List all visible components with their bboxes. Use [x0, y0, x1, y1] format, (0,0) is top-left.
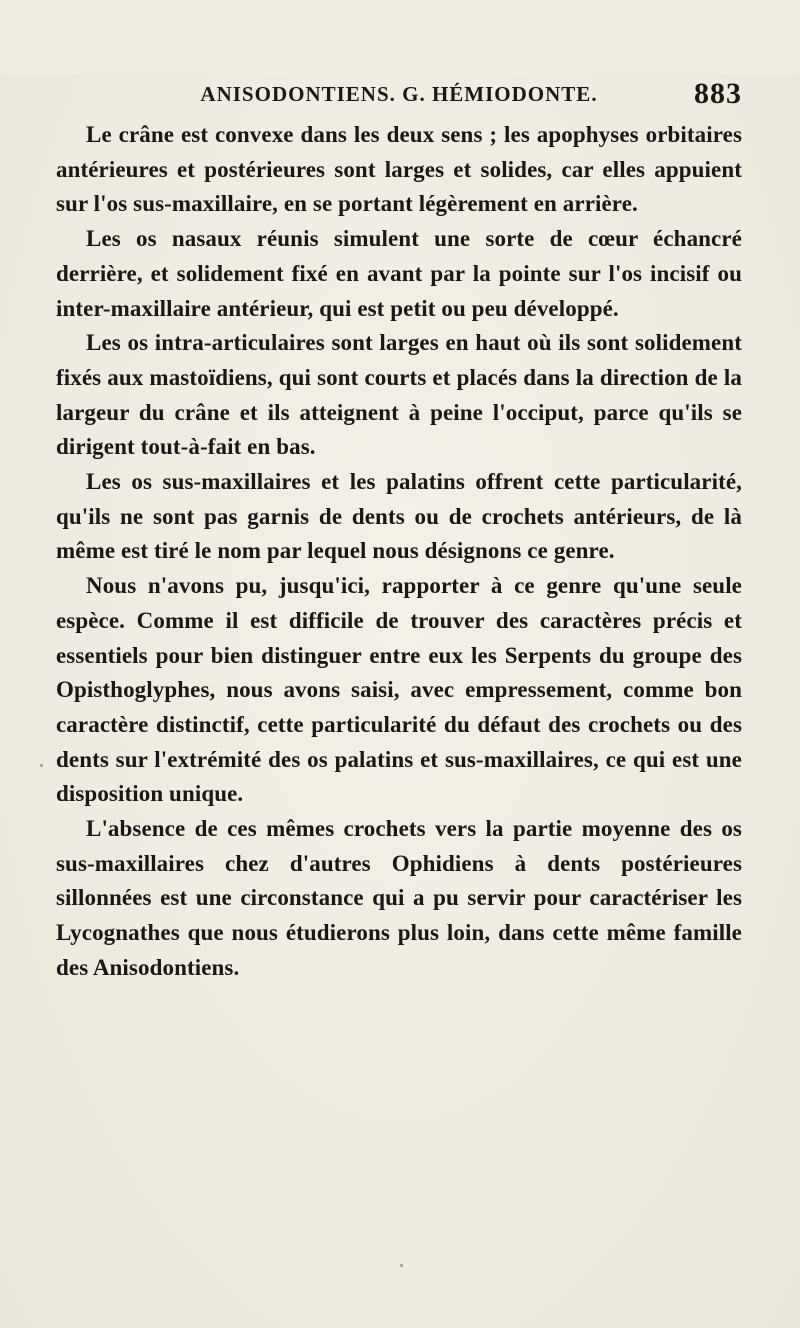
paper-speck [40, 764, 43, 767]
paper-speck [400, 1264, 403, 1267]
book-page [0, 74, 800, 1328]
page-number: 883 [694, 77, 742, 110]
paragraph-3: Les os intra-articulaires sont larges en haut où ils sont solidement fixés aux mastoïdiens, qui sont courts et placés dans la direction de la largeur du crâne et ils atteignent à peine l'occiput, parce qu'ils se dirigent tout-à-fait en bas. [56, 330, 742, 460]
body-text [56, 118, 742, 986]
paragraph-5: Nous n'avons pu, jusqu'ici, rapporter à ce genre qu'une seule espèce. Comme il est difficile de trouver des caractères précis et essentiels pour bien distinguer entre eux les Serpents du groupe des Opisthoglyphes, nous avons saisi, avec empressement, comme bon caractère distinctif, cette particularité du défaut des crochets ou des dents sur l'extrémité des os palatins et sus-maxillaires, ce qui est une disposition unique. [56, 573, 742, 807]
paragraph-4: Les os sus-maxillaires et les palatins offrent cette particularité, qu'ils ne sont pas garnis de dents ou de crochets antérieurs, de là même est tiré le nom par lequel nous désignons ce genre. [56, 469, 742, 564]
paragraph-6: L'absence de ces mêmes crochets vers la partie moyenne des os sus-maxillaires chez d'autres Ophidiens à dents postérieures sillonnées est une circonstance qui a pu servir pour caractériser les Lycognathes que nous étudierons plus loin, dans cette même famille des Anisodontiens. [56, 816, 742, 980]
running-head-title: ANISODONTIENS. G. HÉMIODONTE. [200, 82, 598, 106]
paragraph-1: Le crâne est convexe dans les deux sens ; les apophyses orbitaires antérieures et postérieures sont larges et solides, car elles appuient sur l'os sus-maxillaire, en se portant légèrement en arrière. [56, 122, 742, 217]
running-head [56, 74, 742, 114]
paragraph-2: Les os nasaux réunis simulent une sorte de cœur échancré derrière, et solidement fixé en avant par la pointe sur l'os incisif ou inter-maxillaire antérieur, qui est petit ou peu développé. [56, 226, 742, 321]
